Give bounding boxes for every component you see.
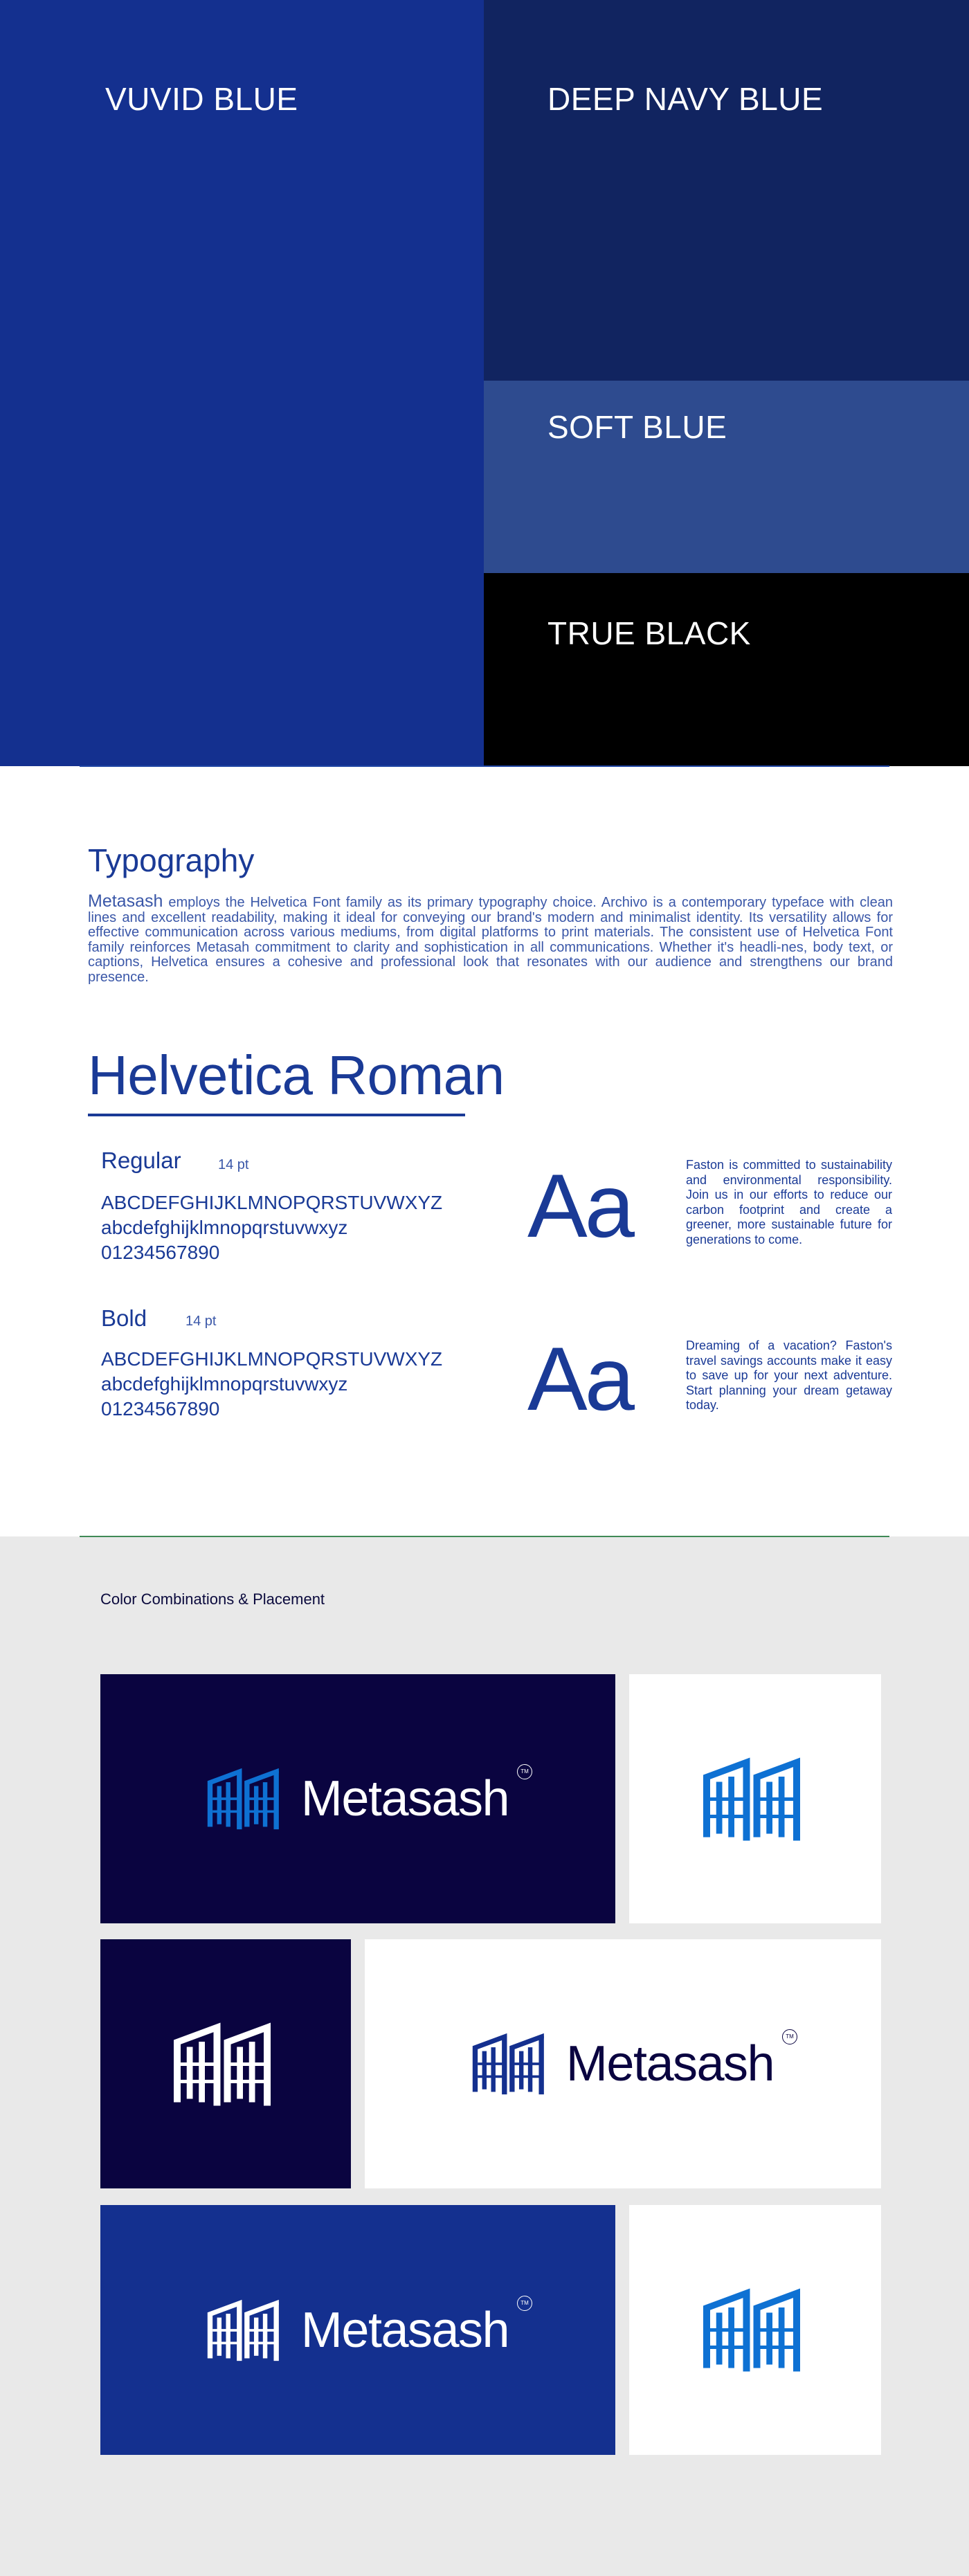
combo-tile-white-lockup: [365, 1939, 881, 2188]
lowercase-glyphs: abcdefghijklmnopqrstuvwxyz: [101, 1217, 348, 1238]
regular-sample-text: Faston is committed to sustainability and environmental responsibility. Join us in our efforts to reduce our carbon footprint and create a greener, more sustainable future for generations to come.: [686, 1158, 892, 1246]
swatch-label: VUVID BLUE: [105, 81, 298, 117]
swatch-vivid-blue: [0, 0, 484, 766]
regular-specimen: Aa: [527, 1155, 633, 1256]
font-family-name: Helvetica Roman: [88, 1044, 505, 1106]
wordmark-text: Metasash: [300, 2302, 509, 2358]
weight-bold-size: 14 pt: [185, 1314, 217, 1329]
typography-heading: Typography: [88, 842, 255, 878]
bold-character-set: [101, 1347, 442, 1422]
description-text: employs the Helvetica Font family as its primary typography choice. Archivo is a contemporary typeface with clean lines and excellent readability, making it ideal for conveying our brand's modern and minimalist identity. Its versatility allows for effective communication across various mediums, from digital platforms to print materials. The consistent use of Helvetica Font family reinforces Metasah commitment to clarity and sophistication in all communications. Whether it's headli-nes, body text, or captions, Helvetica ensures a cohesive and professional look that resonates with our audience and strengthens our brand presence.: [88, 895, 893, 985]
combo-tile-white-icon-2: [629, 2205, 881, 2455]
wordmark: [300, 1768, 529, 1826]
trademark-symbol: TM: [517, 1764, 532, 1779]
trademark-symbol: TM: [782, 2029, 797, 2044]
wordmark-text: Metasash: [300, 1771, 509, 1826]
combo-tile-navy-icon: [100, 1939, 351, 2188]
wordmark: [300, 2299, 529, 2358]
brand-name: Metasash: [88, 891, 163, 911]
logo-lockup: [207, 2298, 529, 2362]
building-windows-icon: [207, 2298, 284, 2362]
swatch-deep-navy-blue: [484, 0, 969, 381]
regular-character-set: [101, 1190, 442, 1265]
trademark-symbol: TM: [517, 2296, 532, 2311]
building-windows-icon: [472, 2032, 550, 2096]
swatch-soft-blue: [484, 381, 969, 573]
building-windows-icon: [703, 2287, 807, 2373]
building-windows-icon: [207, 1767, 284, 1831]
logo-lockup: [472, 2032, 794, 2096]
typography-description: [88, 891, 893, 985]
bold-sample-text: Dreaming of a vacation? Faston's travel savings accounts make it easy to save up for your next adventure. Start planning your dream getaway today.: [686, 1339, 892, 1412]
swatch-true-black: [484, 573, 969, 766]
logo-lockup: [207, 1767, 529, 1831]
weight-regular-title: Regular: [101, 1148, 181, 1173]
combinations-heading: Color Combinations & Placement: [100, 1590, 325, 1608]
building-windows-icon: [174, 2021, 278, 2107]
section-divider: [80, 765, 889, 767]
building-windows-icon: [703, 1756, 807, 1842]
digit-glyphs: 01234567890: [101, 1398, 220, 1419]
swatch-label: TRUE BLACK: [547, 615, 751, 651]
uppercase-glyphs: ABCDEFGHIJKLMNOPQRSTUVWXYZ: [101, 1348, 443, 1370]
combo-tile-blue-lockup: [100, 2205, 615, 2455]
section-divider: [80, 1536, 889, 1537]
weight-regular-size: 14 pt: [218, 1157, 249, 1172]
bold-specimen: Aa: [527, 1328, 633, 1429]
weight-bold-title: Bold: [101, 1305, 147, 1331]
font-name-underline: [88, 1114, 465, 1116]
uppercase-glyphs: ABCDEFGHIJKLMNOPQRSTUVWXYZ: [101, 1192, 443, 1213]
lowercase-glyphs: abcdefghijklmnopqrstuvwxyz: [101, 1373, 348, 1395]
combo-tile-navy-lockup: [100, 1674, 615, 1923]
combo-tile-white-icon: [629, 1674, 881, 1923]
swatch-label: DEEP NAVY BLUE: [547, 81, 824, 117]
wordmark: [565, 2033, 794, 2092]
swatch-label: SOFT BLUE: [547, 409, 727, 445]
wordmark-text: Metasash: [565, 2036, 775, 2092]
digit-glyphs: 01234567890: [101, 1242, 220, 1263]
